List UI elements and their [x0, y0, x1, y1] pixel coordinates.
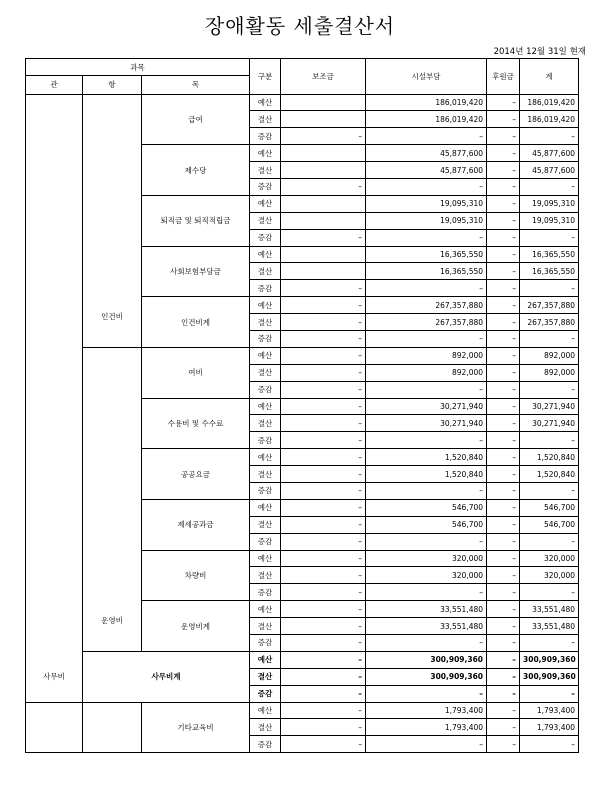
facility-value: 546,700 — [366, 516, 487, 533]
total-value: 1,520,840 — [520, 466, 579, 483]
facility-value: – — [366, 128, 487, 145]
total-value: 45,877,600 — [520, 162, 579, 179]
facility-value: 546,700 — [366, 499, 487, 516]
sponsor-value: – — [487, 466, 520, 483]
subsidy-value: – — [281, 601, 366, 618]
total-value: 1,793,400 — [520, 719, 579, 736]
facility-value: 1,520,840 — [366, 449, 487, 466]
facility-value: – — [366, 229, 487, 246]
total-value: – — [520, 432, 579, 449]
subtotal-label: 사무비계 — [83, 651, 250, 702]
facility-value: 19,095,310 — [366, 195, 487, 212]
header-sponsor: 후원금 — [487, 59, 520, 95]
subsidy-value — [281, 195, 366, 212]
hang-cell — [83, 702, 142, 753]
total-value: 16,365,550 — [520, 263, 579, 280]
subsidy-value: – — [281, 736, 366, 753]
subsidy-value: – — [281, 432, 366, 449]
row-type: 예산 — [250, 702, 281, 719]
total-value: 267,357,880 — [520, 297, 579, 314]
facility-value: 267,357,880 — [366, 297, 487, 314]
subsidy-value: – — [281, 550, 366, 567]
header-subsidy: 보조금 — [281, 59, 366, 95]
subsidy-value: – — [281, 516, 366, 533]
facility-value: – — [366, 330, 487, 347]
row-type: 증감 — [250, 330, 281, 347]
row-type: 증감 — [250, 229, 281, 246]
facility-value: – — [366, 432, 487, 449]
mok-cell: 수용비 및 수수료 — [142, 398, 250, 449]
facility-value: 33,551,480 — [366, 618, 487, 635]
sponsor-value: – — [487, 246, 520, 263]
subsidy-value: – — [281, 668, 366, 685]
facility-value: 30,271,940 — [366, 415, 487, 432]
mok-cell: 사회보험부담금 — [142, 246, 250, 297]
subsidy-value: – — [281, 618, 366, 635]
subsidy-value: – — [281, 229, 366, 246]
sponsor-value: – — [487, 567, 520, 584]
total-value: 33,551,480 — [520, 618, 579, 635]
sponsor-value: – — [487, 635, 520, 652]
sponsor-value: – — [487, 516, 520, 533]
total-value: 320,000 — [520, 550, 579, 567]
facility-value: 892,000 — [366, 347, 487, 364]
row-type: 결산 — [250, 668, 281, 685]
subsidy-value — [281, 111, 366, 128]
row-type: 결산 — [250, 364, 281, 381]
header-mok: 목 — [142, 76, 250, 95]
subsidy-value — [281, 145, 366, 162]
subsidy-value: – — [281, 685, 366, 702]
sponsor-value: – — [487, 550, 520, 567]
facility-value: – — [366, 533, 487, 550]
facility-value: 892,000 — [366, 364, 487, 381]
facility-value: – — [366, 280, 487, 297]
facility-value: – — [366, 736, 487, 753]
sponsor-value: – — [487, 111, 520, 128]
sponsor-value: – — [487, 584, 520, 601]
total-value: 300,909,360 — [520, 651, 579, 668]
subsidy-value: – — [281, 280, 366, 297]
facility-value: – — [366, 584, 487, 601]
mok-cell: 기타교육비 — [142, 702, 250, 753]
facility-value: – — [366, 178, 487, 195]
facility-value: 19,095,310 — [366, 212, 487, 229]
sponsor-value: – — [487, 212, 520, 229]
facility-value: – — [366, 381, 487, 398]
facility-value: 1,520,840 — [366, 466, 487, 483]
row-type: 예산 — [250, 651, 281, 668]
sponsor-value: – — [487, 482, 520, 499]
row-type: 예산 — [250, 297, 281, 314]
total-value: 892,000 — [520, 347, 579, 364]
facility-value: 30,271,940 — [366, 398, 487, 415]
hang-cell: 운영비 — [83, 347, 142, 651]
row-type: 예산 — [250, 398, 281, 415]
total-value: – — [520, 330, 579, 347]
row-type: 증감 — [250, 584, 281, 601]
header-category: 과목 — [26, 59, 250, 76]
total-value: 1,520,840 — [520, 449, 579, 466]
facility-value: 33,551,480 — [366, 601, 487, 618]
as-of-date: 2014년 12월 31일 현재 — [493, 47, 586, 57]
header-type: 구분 — [250, 59, 281, 95]
subsidy-value: – — [281, 584, 366, 601]
facility-value: 300,909,360 — [366, 651, 487, 668]
sponsor-value: – — [487, 195, 520, 212]
subsidy-value — [281, 212, 366, 229]
mok-cell: 차량비 — [142, 550, 250, 601]
subsidy-value: – — [281, 398, 366, 415]
sponsor-value: – — [487, 297, 520, 314]
total-value: 267,357,880 — [520, 314, 579, 331]
facility-value: 186,019,420 — [366, 111, 487, 128]
row-type: 증감 — [250, 736, 281, 753]
subsidy-value: – — [281, 702, 366, 719]
sponsor-value: – — [487, 280, 520, 297]
total-value: – — [520, 635, 579, 652]
sponsor-value: – — [487, 347, 520, 364]
facility-value: – — [366, 685, 487, 702]
subsidy-value — [281, 263, 366, 280]
header-facility: 시설부담 — [366, 59, 487, 95]
table-row — [26, 347, 579, 364]
row-type: 예산 — [250, 195, 281, 212]
row-type: 결산 — [250, 567, 281, 584]
total-value: – — [520, 381, 579, 398]
table-body — [26, 94, 579, 753]
sponsor-value: – — [487, 618, 520, 635]
sponsor-value: – — [487, 128, 520, 145]
sponsor-value: – — [487, 229, 520, 246]
subsidy-value: – — [281, 499, 366, 516]
sponsor-value: – — [487, 736, 520, 753]
row-type: 증감 — [250, 533, 281, 550]
facility-value: 320,000 — [366, 567, 487, 584]
total-value: 16,365,550 — [520, 246, 579, 263]
sponsor-value: – — [487, 651, 520, 668]
row-type: 증감 — [250, 482, 281, 499]
subsidy-value: – — [281, 415, 366, 432]
row-type: 결산 — [250, 415, 281, 432]
subsidy-value: – — [281, 482, 366, 499]
sponsor-value: – — [487, 314, 520, 331]
sponsor-value: – — [487, 432, 520, 449]
total-value: 1,793,400 — [520, 702, 579, 719]
facility-value: – — [366, 482, 487, 499]
total-value: – — [520, 736, 579, 753]
sponsor-value: – — [487, 330, 520, 347]
sponsor-value: – — [487, 601, 520, 618]
facility-value: 1,793,400 — [366, 719, 487, 736]
mok-cell: 퇴직금 및 퇴직적립금 — [142, 195, 250, 246]
sponsor-value: – — [487, 145, 520, 162]
row-type: 예산 — [250, 449, 281, 466]
mok-cell: 운영비계 — [142, 601, 250, 652]
mok-cell: 제수당 — [142, 145, 250, 196]
row-type: 결산 — [250, 516, 281, 533]
sponsor-value: – — [487, 719, 520, 736]
row-type: 결산 — [250, 162, 281, 179]
row-type: 예산 — [250, 601, 281, 618]
sponsor-value: – — [487, 702, 520, 719]
row-type: 증감 — [250, 128, 281, 145]
row-type: 예산 — [250, 246, 281, 263]
total-value: 33,551,480 — [520, 601, 579, 618]
total-value: 19,095,310 — [520, 195, 579, 212]
document-title: 장애활동 세출결산서 — [204, 14, 396, 38]
mok-cell: 공공요금 — [142, 449, 250, 500]
row-type: 증감 — [250, 280, 281, 297]
row-type: 증감 — [250, 178, 281, 195]
subsidy-value: – — [281, 381, 366, 398]
subsidy-value: – — [281, 635, 366, 652]
row-type: 결산 — [250, 466, 281, 483]
subsidy-value: – — [281, 314, 366, 331]
gwan-cell — [26, 702, 83, 753]
facility-value: 16,365,550 — [366, 246, 487, 263]
subsidy-value: – — [281, 347, 366, 364]
row-type: 결산 — [250, 212, 281, 229]
total-value: 19,095,310 — [520, 212, 579, 229]
facility-value: 45,877,600 — [366, 162, 487, 179]
sponsor-value: – — [487, 364, 520, 381]
subsidy-value: – — [281, 178, 366, 195]
mok-cell: 급여 — [142, 94, 250, 145]
subsidy-value — [281, 162, 366, 179]
subsidy-value: – — [281, 128, 366, 145]
sponsor-value: – — [487, 668, 520, 685]
total-value: 186,019,420 — [520, 111, 579, 128]
header-total: 계 — [520, 59, 579, 95]
sponsor-value: – — [487, 162, 520, 179]
total-value: – — [520, 533, 579, 550]
header-gwan: 관 — [26, 76, 83, 95]
mok-cell: 여비 — [142, 347, 250, 398]
row-type: 결산 — [250, 314, 281, 331]
subsidy-value: – — [281, 364, 366, 381]
sponsor-value: – — [487, 94, 520, 111]
total-value: 186,019,420 — [520, 94, 579, 111]
row-type: 결산 — [250, 618, 281, 635]
total-value: – — [520, 685, 579, 702]
row-type: 결산 — [250, 263, 281, 280]
hang-cell: 인건비 — [83, 94, 142, 347]
sponsor-value: – — [487, 449, 520, 466]
table-row — [26, 702, 579, 719]
sponsor-value: – — [487, 533, 520, 550]
row-type: 결산 — [250, 111, 281, 128]
facility-value: 267,357,880 — [366, 314, 487, 331]
subsidy-value — [281, 246, 366, 263]
total-value: – — [520, 482, 579, 499]
row-type: 증감 — [250, 381, 281, 398]
subsidy-value: – — [281, 449, 366, 466]
total-value: – — [520, 229, 579, 246]
total-value: – — [520, 128, 579, 145]
facility-value: 300,909,360 — [366, 668, 487, 685]
subsidy-value: – — [281, 533, 366, 550]
sponsor-value: – — [487, 398, 520, 415]
sponsor-value: – — [487, 499, 520, 516]
total-value: 892,000 — [520, 364, 579, 381]
total-value: 30,271,940 — [520, 398, 579, 415]
facility-value: – — [366, 635, 487, 652]
row-type: 예산 — [250, 347, 281, 364]
row-type: 증감 — [250, 685, 281, 702]
sponsor-value: – — [487, 415, 520, 432]
total-value: – — [520, 280, 579, 297]
total-value: – — [520, 178, 579, 195]
total-value: 300,909,360 — [520, 668, 579, 685]
total-value: 30,271,940 — [520, 415, 579, 432]
facility-value: 320,000 — [366, 550, 487, 567]
total-value: 45,877,600 — [520, 145, 579, 162]
header-hang: 항 — [83, 76, 142, 95]
subsidy-value: – — [281, 567, 366, 584]
row-type: 예산 — [250, 499, 281, 516]
subsidy-value: – — [281, 719, 366, 736]
subsidy-value: – — [281, 651, 366, 668]
row-type: 증감 — [250, 635, 281, 652]
total-value: 546,700 — [520, 499, 579, 516]
total-value: 320,000 — [520, 567, 579, 584]
total-value: 546,700 — [520, 516, 579, 533]
row-type: 예산 — [250, 145, 281, 162]
row-type: 증감 — [250, 432, 281, 449]
total-value: – — [520, 584, 579, 601]
mok-cell: 인건비계 — [142, 297, 250, 348]
subsidy-value: – — [281, 297, 366, 314]
facility-value: 45,877,600 — [366, 145, 487, 162]
mok-cell: 제세공과금 — [142, 499, 250, 550]
row-type: 예산 — [250, 550, 281, 567]
facility-value: 186,019,420 — [366, 94, 487, 111]
row-type: 결산 — [250, 719, 281, 736]
sponsor-value: – — [487, 381, 520, 398]
gwan-cell: 사무비 — [26, 94, 83, 702]
row-type: 예산 — [250, 94, 281, 111]
subsidy-value — [281, 94, 366, 111]
facility-value: 16,365,550 — [366, 263, 487, 280]
subsidy-value: – — [281, 466, 366, 483]
sponsor-value: – — [487, 263, 520, 280]
subsidy-value: – — [281, 330, 366, 347]
sponsor-value: – — [487, 178, 520, 195]
facility-value: 1,793,400 — [366, 702, 487, 719]
table-row — [26, 94, 579, 111]
expenditure-settlement-table — [25, 58, 579, 753]
sponsor-value: – — [487, 685, 520, 702]
table-row — [26, 651, 579, 668]
